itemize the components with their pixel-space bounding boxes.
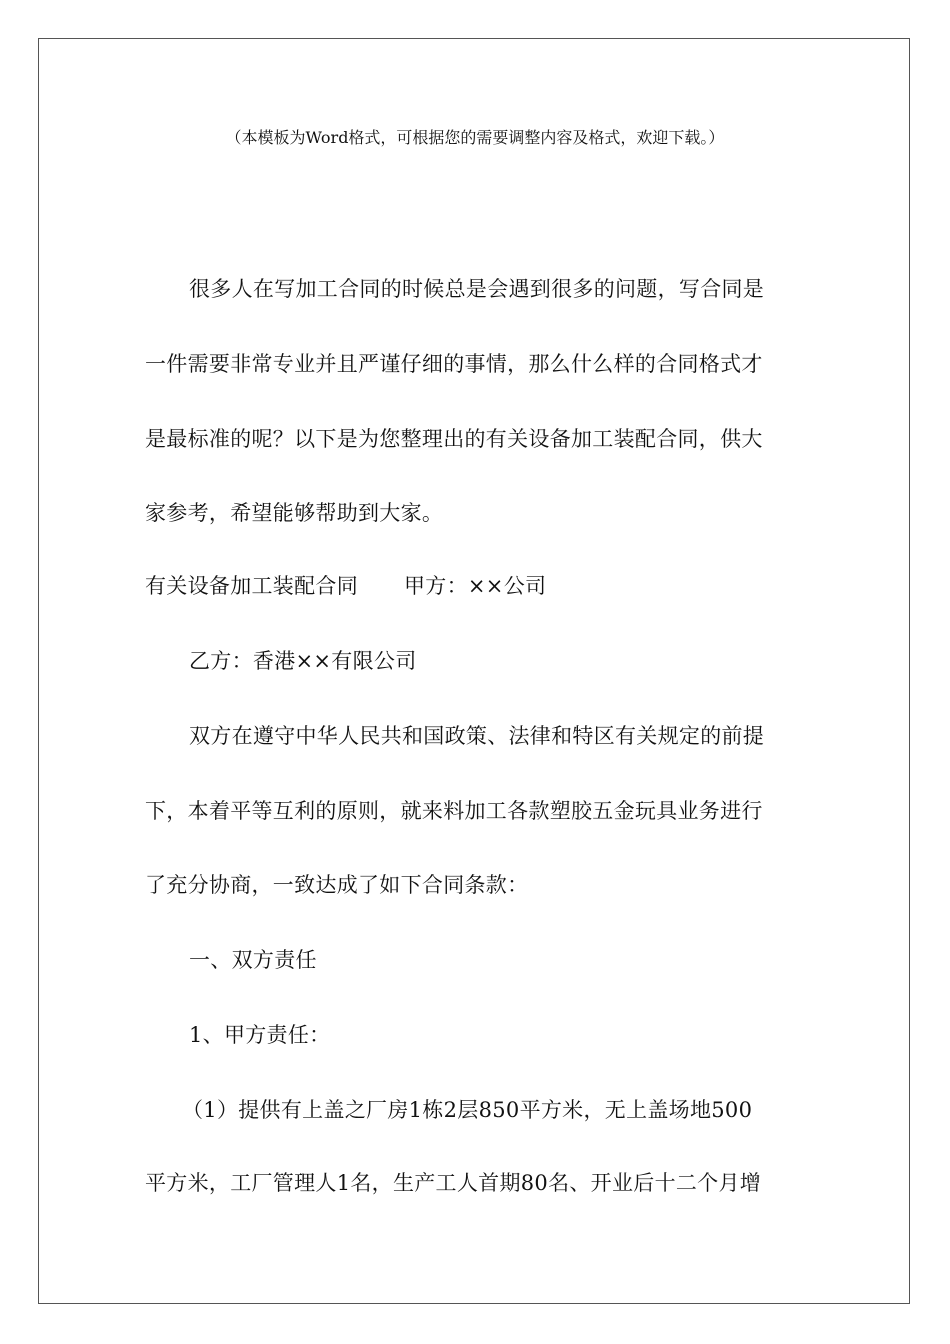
intro-line-3: 是最标准的呢？以下是为您整理出的有关设备加工装配合同，供大 [145, 427, 763, 451]
intro-line-4: 家参考，希望能够帮助到大家。 [145, 501, 444, 525]
subsection-heading: 1、甲方责任： [189, 1023, 331, 1047]
section-heading: 一、双方责任 [189, 948, 317, 972]
preamble-line-3: 了充分协商，一致达成了如下合同条款： [145, 873, 529, 897]
party-b: 乙方：香港××有限公司 [189, 649, 417, 673]
preamble-line-1: 双方在遵守中华人民共和国政策、法律和特区有关规定的前提 [189, 724, 765, 748]
preamble-line-2: 下，本着平等互利的原则，就来料加工各款塑胶五金玩具业务进行 [145, 799, 763, 823]
intro-line-1: 很多人在写加工合同的时候总是会遇到很多的问题，写合同是 [189, 277, 765, 301]
party-a: 甲方：××公司 [404, 574, 547, 598]
clause-line-2: 平方米，工厂管理人1名，生产工人首期80名、开业后十二个月增 [145, 1171, 762, 1195]
contract-title: 有关设备加工装配合同 [145, 574, 358, 598]
template-notice: （本模板为Word格式，可根据您的需要调整内容及格式，欢迎下载。） [225, 128, 725, 147]
intro-line-2: 一件需要非常专业并且严谨仔细的事情，那么什么样的合同格式才 [145, 352, 763, 376]
clause-line-1: （1）提供有上盖之厂房1栋2层850平方米，无上盖场地500 [182, 1098, 753, 1122]
title-line [145, 571, 546, 601]
